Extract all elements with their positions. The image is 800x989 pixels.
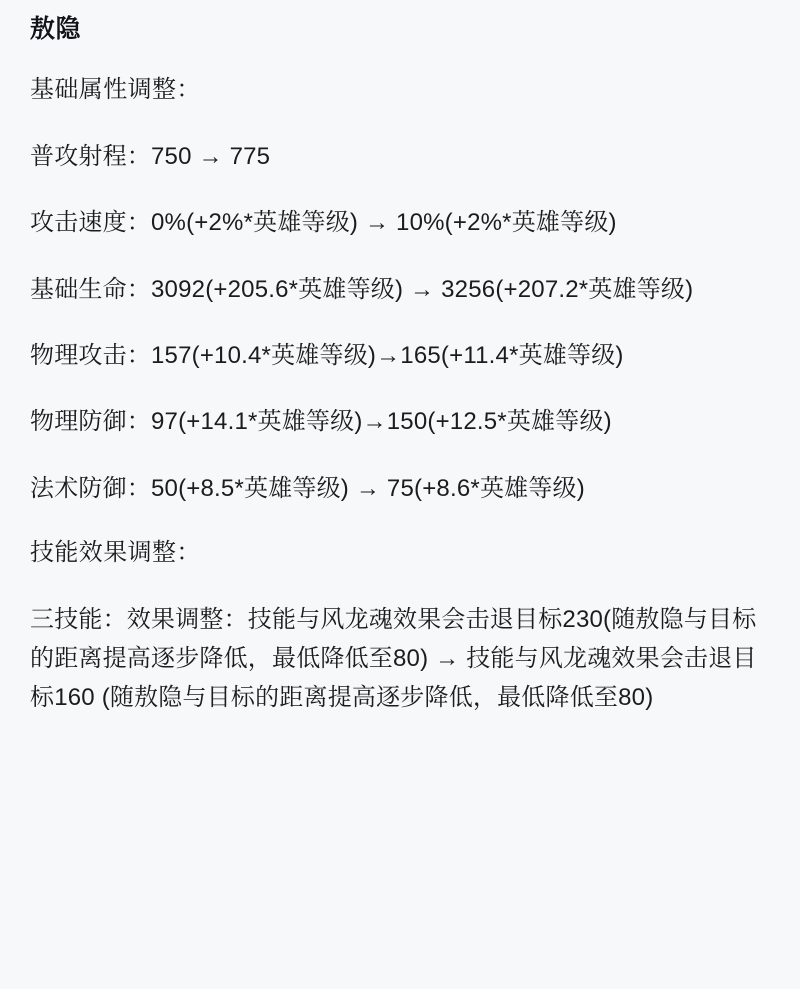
- skill-three-paragraph: 三技能：效果调整：技能与风龙魂效果会击退目标230(随敖隐与目标的距离提高逐步降低，最低降低至80) → 技能与风龙魂效果会击退目标160 (随敖隐与目标的距离提高逐步降低，最低降低至80): [30, 605, 757, 711]
- stat-line-attack-speed: 攻击速度：0%(+2%*英雄等级) → 10%(+2%*英雄等级): [30, 209, 617, 237]
- stat-line-physical-attack: 物理攻击：157(+10.4*英雄等级)→165(+11.4*英雄等级): [30, 341, 624, 369]
- base-stats-heading: 基础属性调整：: [30, 76, 201, 103]
- stat-line-attack-range: 普攻射程：750 → 775: [30, 142, 271, 170]
- stat-line-base-health: 基础生命：3092(+205.6*英雄等级) → 3256(+207.2*英雄等级): [30, 275, 694, 303]
- stat-line-magic-defense: 法术防御：50(+8.5*英雄等级) → 75(+8.6*英雄等级): [30, 474, 585, 502]
- skill-effects-heading: 技能效果调整：: [30, 539, 201, 567]
- stat-line-physical-defense: 物理防御：97(+14.1*英雄等级)→150(+12.5*英雄等级): [30, 408, 612, 436]
- page-title: 敖隐: [30, 15, 82, 43]
